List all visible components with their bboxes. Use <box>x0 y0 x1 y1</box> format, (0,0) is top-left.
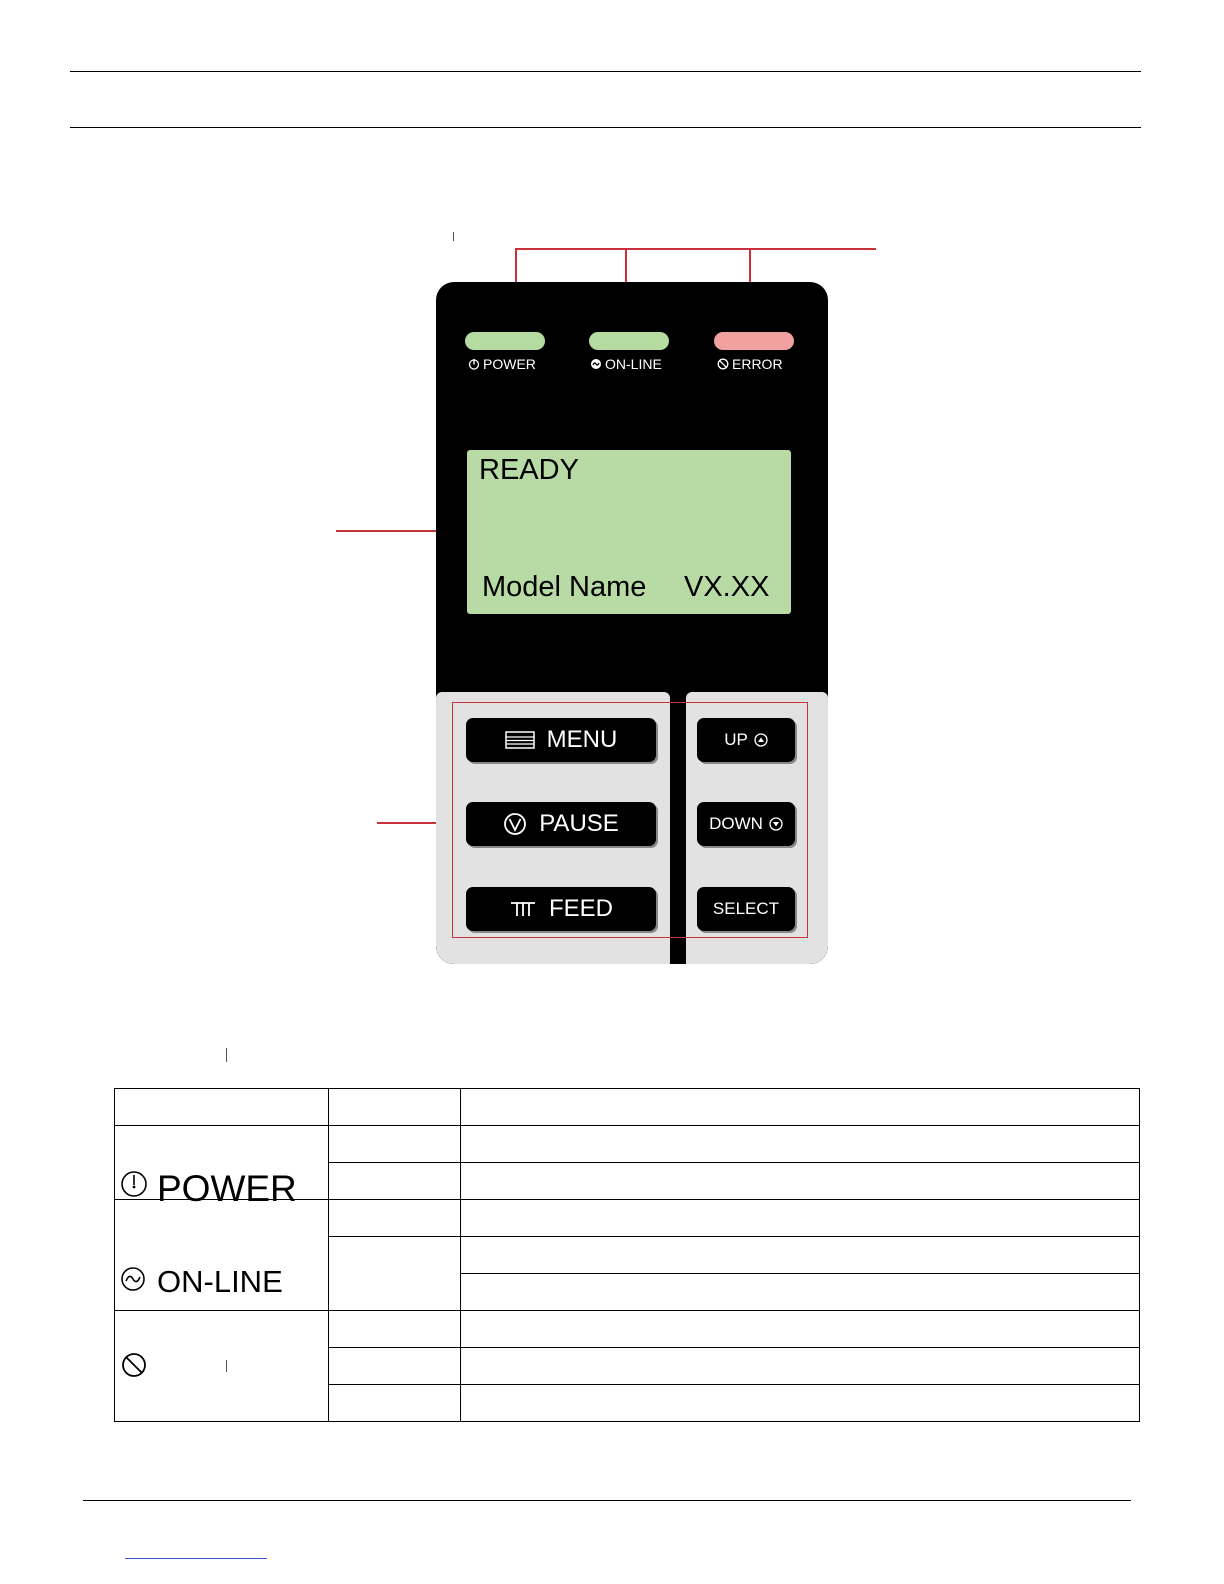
table-header-row <box>115 1089 1140 1126</box>
table-cell <box>461 1200 1140 1237</box>
table-cell <box>461 1274 1140 1311</box>
table-cell <box>329 1385 461 1422</box>
table-stray-mark <box>226 1360 227 1372</box>
power-led-label <box>468 356 536 372</box>
power-icon <box>468 358 480 370</box>
table-cell <box>461 1385 1140 1422</box>
online-label-text: ON-LINE <box>605 356 662 372</box>
figure-caption-mark <box>453 232 454 241</box>
menu-button-label: MENU <box>546 726 618 753</box>
table-cell <box>329 1163 461 1200</box>
error-led-cell <box>115 1311 329 1422</box>
footer-rule <box>83 1500 1131 1501</box>
table-row <box>115 1200 1140 1237</box>
error-led <box>714 332 794 350</box>
error-label-text: ERROR <box>732 356 783 372</box>
lcd-model-name: Model Name <box>482 571 647 603</box>
lcd-version: VX.XX <box>684 571 770 603</box>
header-top-rule <box>70 71 1141 72</box>
table-header-cell <box>461 1089 1140 1126</box>
pause-button-label: PAUSE <box>539 810 619 837</box>
power-led-name: POWER <box>157 1168 297 1209</box>
error-icon <box>120 1351 148 1379</box>
online-icon <box>590 358 602 370</box>
lcd-status-text: READY <box>479 454 579 486</box>
led-status-table <box>114 1088 1140 1422</box>
header-bottom-rule <box>70 127 1141 128</box>
power-label-text: POWER <box>483 356 536 372</box>
lcd-display <box>467 450 791 614</box>
led-callout-bar <box>515 248 876 250</box>
power-led-cell <box>115 1126 329 1209</box>
table-cell <box>461 1348 1140 1385</box>
down-button-label: DOWN <box>709 814 763 833</box>
buttons-highlight-box <box>452 702 808 938</box>
table-cell <box>461 1163 1140 1200</box>
table-cell <box>461 1237 1140 1274</box>
table-cell <box>329 1348 461 1385</box>
power-icon <box>120 1170 148 1198</box>
table-cell <box>461 1126 1140 1163</box>
feed-button-label: FEED <box>548 895 613 922</box>
table-cell <box>461 1311 1140 1348</box>
up-button-label: UP <box>724 730 748 749</box>
table-header-cell <box>329 1089 461 1126</box>
table-cell <box>329 1126 461 1163</box>
table-row <box>115 1126 1140 1163</box>
table-cell <box>329 1311 461 1348</box>
online-led-name: ON-LINE <box>157 1264 283 1299</box>
select-button-label: SELECT <box>712 899 780 918</box>
table-cell <box>329 1200 461 1237</box>
online-led <box>589 332 669 350</box>
error-icon <box>717 358 729 370</box>
table-row <box>115 1311 1140 1348</box>
online-led-label <box>590 356 662 372</box>
table-cell <box>329 1237 461 1311</box>
power-led <box>465 332 545 350</box>
table-header-cell <box>115 1089 329 1126</box>
error-led-label <box>717 356 783 372</box>
footer-link-underline[interactable] <box>125 1558 267 1559</box>
online-led-cell <box>115 1200 329 1311</box>
online-icon <box>120 1266 146 1292</box>
table-caption-mark <box>226 1048 227 1062</box>
